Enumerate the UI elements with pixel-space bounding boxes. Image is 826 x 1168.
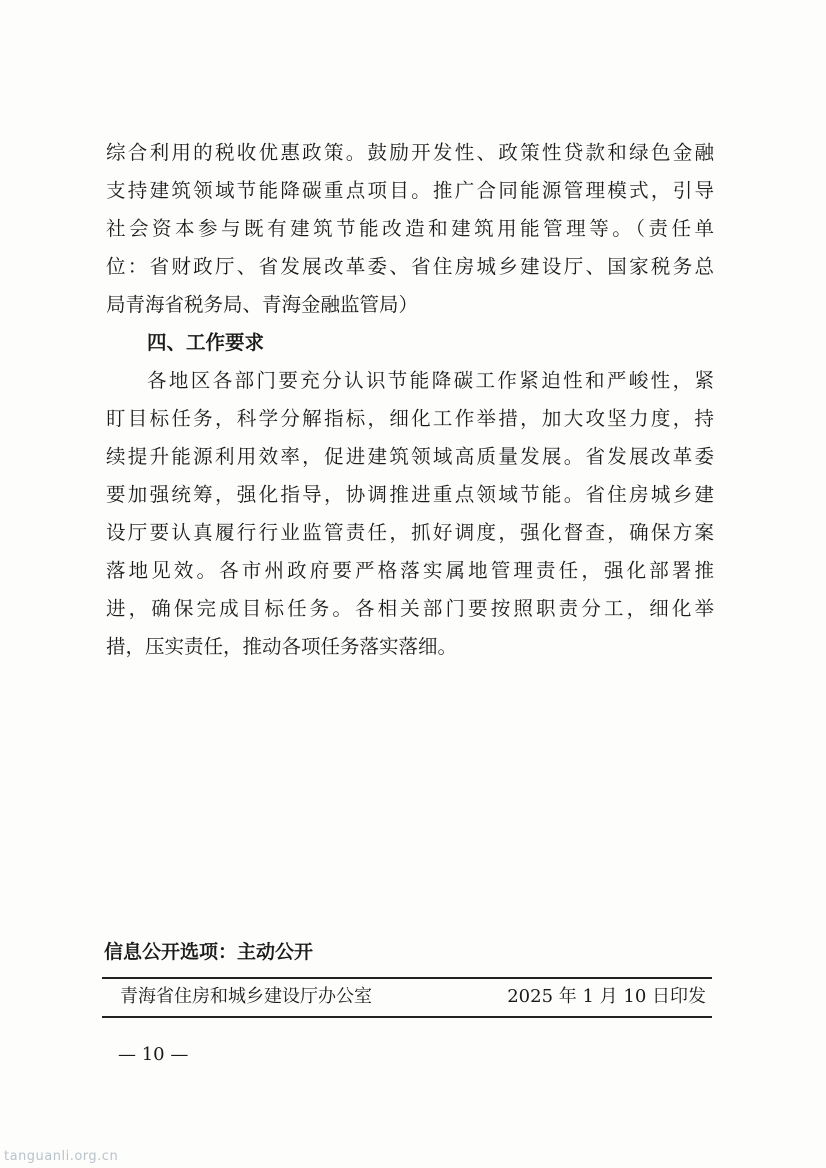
text-line: 落地见效。各市州政府要严格落实属地管理责任，强化部署推	[106, 559, 714, 582]
text-line: 支持建筑领域节能降碳重点项目。推广合同能源管理模式，引导	[106, 179, 714, 202]
paragraph-work-requirements	[106, 362, 714, 666]
text-line: 位：省财政厅、省发展改革委、省住房城乡建设厅、国家税务总	[106, 255, 714, 278]
issuing-office: 青海省住房和城乡建设厅办公室	[120, 986, 372, 1007]
watermark: tanguanli.org.cn	[4, 1149, 119, 1164]
disclosure-option: 信息公开选项：主动公开	[104, 941, 314, 963]
text-line: 盯目标任务，科学分解指标，细化工作举措，加大攻坚力度，持	[106, 407, 714, 430]
section-heading: 四、工作要求	[147, 331, 265, 354]
text-line: 措，压实责任，推动各项任务落实落细。	[106, 635, 458, 658]
paragraph-tax-finance	[106, 134, 714, 324]
text-line: 社会资本参与既有建筑节能改造和建筑用能管理等。（责任单	[106, 217, 714, 240]
text-line: 各地区各部门要充分认识节能降碳工作紧迫性和严峻性，紧	[147, 369, 714, 392]
print-date: 2025 年 1 月 10 日印发	[507, 986, 706, 1007]
text-line: 综合利用的税收优惠政策。鼓励开发性、政策性贷款和绿色金融	[106, 141, 714, 164]
text-line: 进，确保完成目标任务。各相关部门要按照职责分工，细化举	[106, 597, 714, 620]
text-line: 局青海省税务局、青海金融监管局）	[106, 293, 419, 316]
text-line: 续提升能源利用效率，促进建筑领域高质量发展。省发展改革委	[106, 445, 714, 468]
text-line: 设厅要认真履行行业监管责任，抓好调度，强化督查，确保方案	[106, 521, 714, 544]
document-body	[106, 134, 714, 666]
divider-top	[102, 977, 712, 979]
divider-bottom	[102, 1016, 712, 1018]
text-line: 要加强统筹，强化指导，协调推进重点领域节能。省住房城乡建	[106, 483, 714, 506]
page-number: — 10 —	[118, 1044, 189, 1065]
